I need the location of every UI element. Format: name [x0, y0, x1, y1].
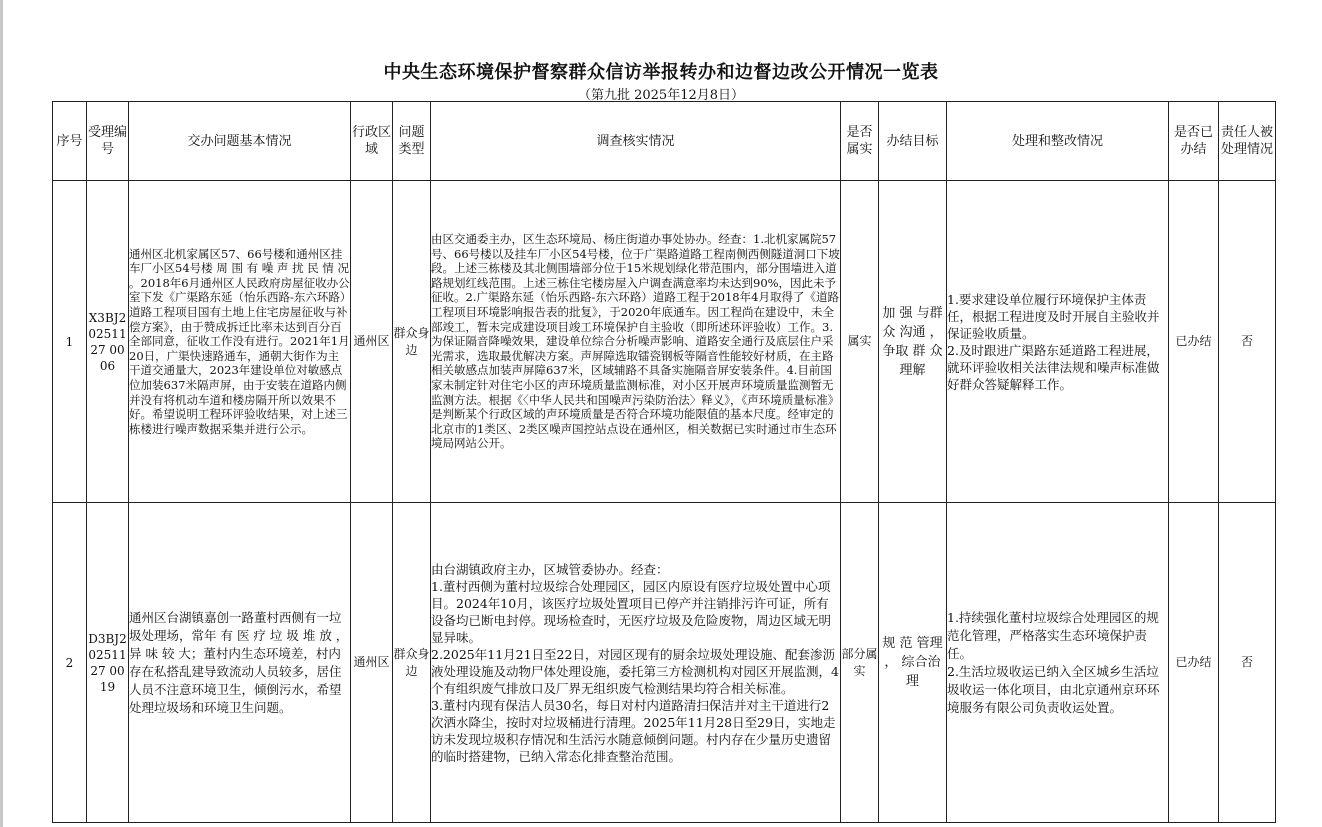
cell-investigation: 由区交通委主办，区生态环境局、杨庄街道办事处协办。经查：1.北机家属院57号、66号楼以及挂车厂小区54号楼，位于广渠路道路工程南侧西侧隧道洞口下坡段。上述三栋楼及其北侧围墙部分位于15米规划绿化带范围内，部分围墙进入道路规划红线范围。上述三栋住宅楼房屋入户调查满意率均未达到90%，因此未予征收。2.广渠路东延（怡乐西路-东六环路）道路工程于2018年4月取得了《道路工程项目环境影响报告表的批复》，于2020年底通车。因工程尚在建设中，未全部竣工，暂未完成建设项目竣工环境保护自主验收（即所述环评验收）工作。3.为保证隔音降噪效果，建设单位综合分析噪声影响、道路安全通行及底层住户采光需求，选取最优解决方案。声屏障选取镭瓷钢板等隔音性能较好材质，在主路相关敏感点加装声屏障637米，区域辅路不具备实施隔音屏安装条件。4.目前国家未制定针对住宅小区的声环境质量监测标准，对小区开展声环境质量监测暂无监测方法。根据《〈中华人民共和国噪声污染防治法〉释义》，《声环境质量标准》是判断某个行政区域的声环境质量是否符合环境功能限值的基本尺度。经审定的北京市的1类区、2类区噪声国控站点设在通州区，相关数据已实时通过市生态环境局网站公开。: [431, 181, 841, 503]
cell-region: 通州区: [351, 503, 393, 823]
cell-closed: 已办结: [1169, 503, 1219, 823]
report-table: [52, 101, 1276, 823]
header-row: [53, 102, 1276, 181]
cell-id: D3BJ20251127 0019: [87, 503, 129, 823]
header-accountability: 责任人被处理情况: [1219, 102, 1276, 181]
header-rectification: 处理和整改情况: [947, 102, 1169, 181]
cell-no: 2: [53, 503, 87, 823]
header-closed: 是否已办结: [1169, 102, 1219, 181]
header-region: 行政区域: [351, 102, 393, 181]
cell-issue: 通州区台湖镇嘉创一路董村西侧有一垃圾处理场，常年 有 医 疗 垃 圾 堆 放 ， 异 味 较 大；董村内生态环境差，村内存在私搭乱建导致流动人员较多，居住人员不注意环境卫生，倾倒污水，希望处理垃圾场和环境卫生问题。: [129, 503, 351, 823]
page-subtitle: （第九批 2025年12月8日）: [577, 88, 745, 103]
cell-accountability: 否: [1219, 503, 1276, 823]
page-edge: [0, 0, 3, 827]
cell-region: 通州区: [351, 181, 393, 503]
cell-verified: 部分属实: [841, 503, 879, 823]
cell-no: 1: [53, 181, 87, 503]
page-title: 中央生态环境保护督察群众信访举报转办和边督边改公开情况一览表: [383, 62, 939, 83]
cell-investigation: 由台湖镇政府主办，区城管委协办。经查： 1.董村西侧为董村垃圾综合处理园区，园区内原设有医疗垃圾处置中心项目。2024年10月，该医疗垃圾处置项目已停产并注销排污许可证，所有设备均已断电封停。现场检查时，无医疗垃圾及危险废物，周边区域无明显异味。 2.2025年11月21日至22日，对园区现有的厨余垃圾处理设施、配套渗沥液处理设施及动物尸体处理设施，委托第三方检测机构对园区开展监测，4个有组织废气排放口及厂界无组织废气检测结果均符合相关标准。 3.董村内现有保洁人员30名，每日对村内道路清扫保洁并对主干道进行2次洒水降尘，按时对垃圾桶进行清理。2025年11月28日至29日，实地走访未发现垃圾积存情况和生活污水随意倾倒问题。村内存在少量历史遗留的临时搭建物，已纳入常态化排查整治范围。: [431, 503, 841, 823]
cell-issue: 通州区北机家属区57、66号楼和通州区挂车厂小区54号楼 周 围 有 噪 声 扰 民 情 况 。2018年6月通州区人民政府房屋征收办公室下发《广渠路东延（怡乐西路-东六环路）道路工程项目国有土地上住宅房屋征收与补偿方案》，由于赞成拆迁比率未达到百分百全部同意，征收工作没有进行。2021年1月20日，广渠快速路通车，通朝大街作为主干道交通量大，2023年建设单位对敏感点位加装637米隔声屏，由于安装在道路内侧并没有将机动车道和楼房隔开所以效果不好。希望说明工程环评验收结果，对上述三栋楼进行噪声数据采集并进行公示。: [129, 181, 351, 503]
cell-goal: 规 范 管理 ， 综合治理: [879, 503, 947, 823]
cell-verified: 属实: [841, 181, 879, 503]
cell-rectification: 1.持续强化董村垃圾综合处理园区的规范化管理，严格落实生态环境保护责任。 2.生活垃圾收运已纳入全区城乡生活垃圾收运一体化项目，由北京通州京环环境服务有限公司负责收运处置。: [947, 503, 1169, 823]
cell-type: 群众身边: [393, 503, 431, 823]
table-row: [53, 181, 1276, 503]
cell-closed: 已办结: [1169, 181, 1219, 503]
header-type: 问题类型: [393, 102, 431, 181]
header-goal: 办结目标: [879, 102, 947, 181]
header-verified: 是否属实: [841, 102, 879, 181]
header-no: 序号: [53, 102, 87, 181]
cell-accountability: 否: [1219, 181, 1276, 503]
cell-goal: 加 强 与群 众 沟通 ， 争取 群 众理解: [879, 181, 947, 503]
header-id: 受理编号: [87, 102, 129, 181]
header-issue: 交办问题基本情况: [129, 102, 351, 181]
cell-id: X3BJ20251127 0006: [87, 181, 129, 503]
header-investigation: 调查核实情况: [431, 102, 841, 181]
cell-type: 群众身边: [393, 181, 431, 503]
table-row: [53, 503, 1276, 823]
cell-rectification: 1.要求建设单位履行环境保护主体责任，根据工程进度及时开展自主验收并保证验收质量。 2.及时跟进广渠路东延道路工程进展，就环评验收相关法律法规和噪声标准做好群众答疑解释工作。: [947, 181, 1169, 503]
